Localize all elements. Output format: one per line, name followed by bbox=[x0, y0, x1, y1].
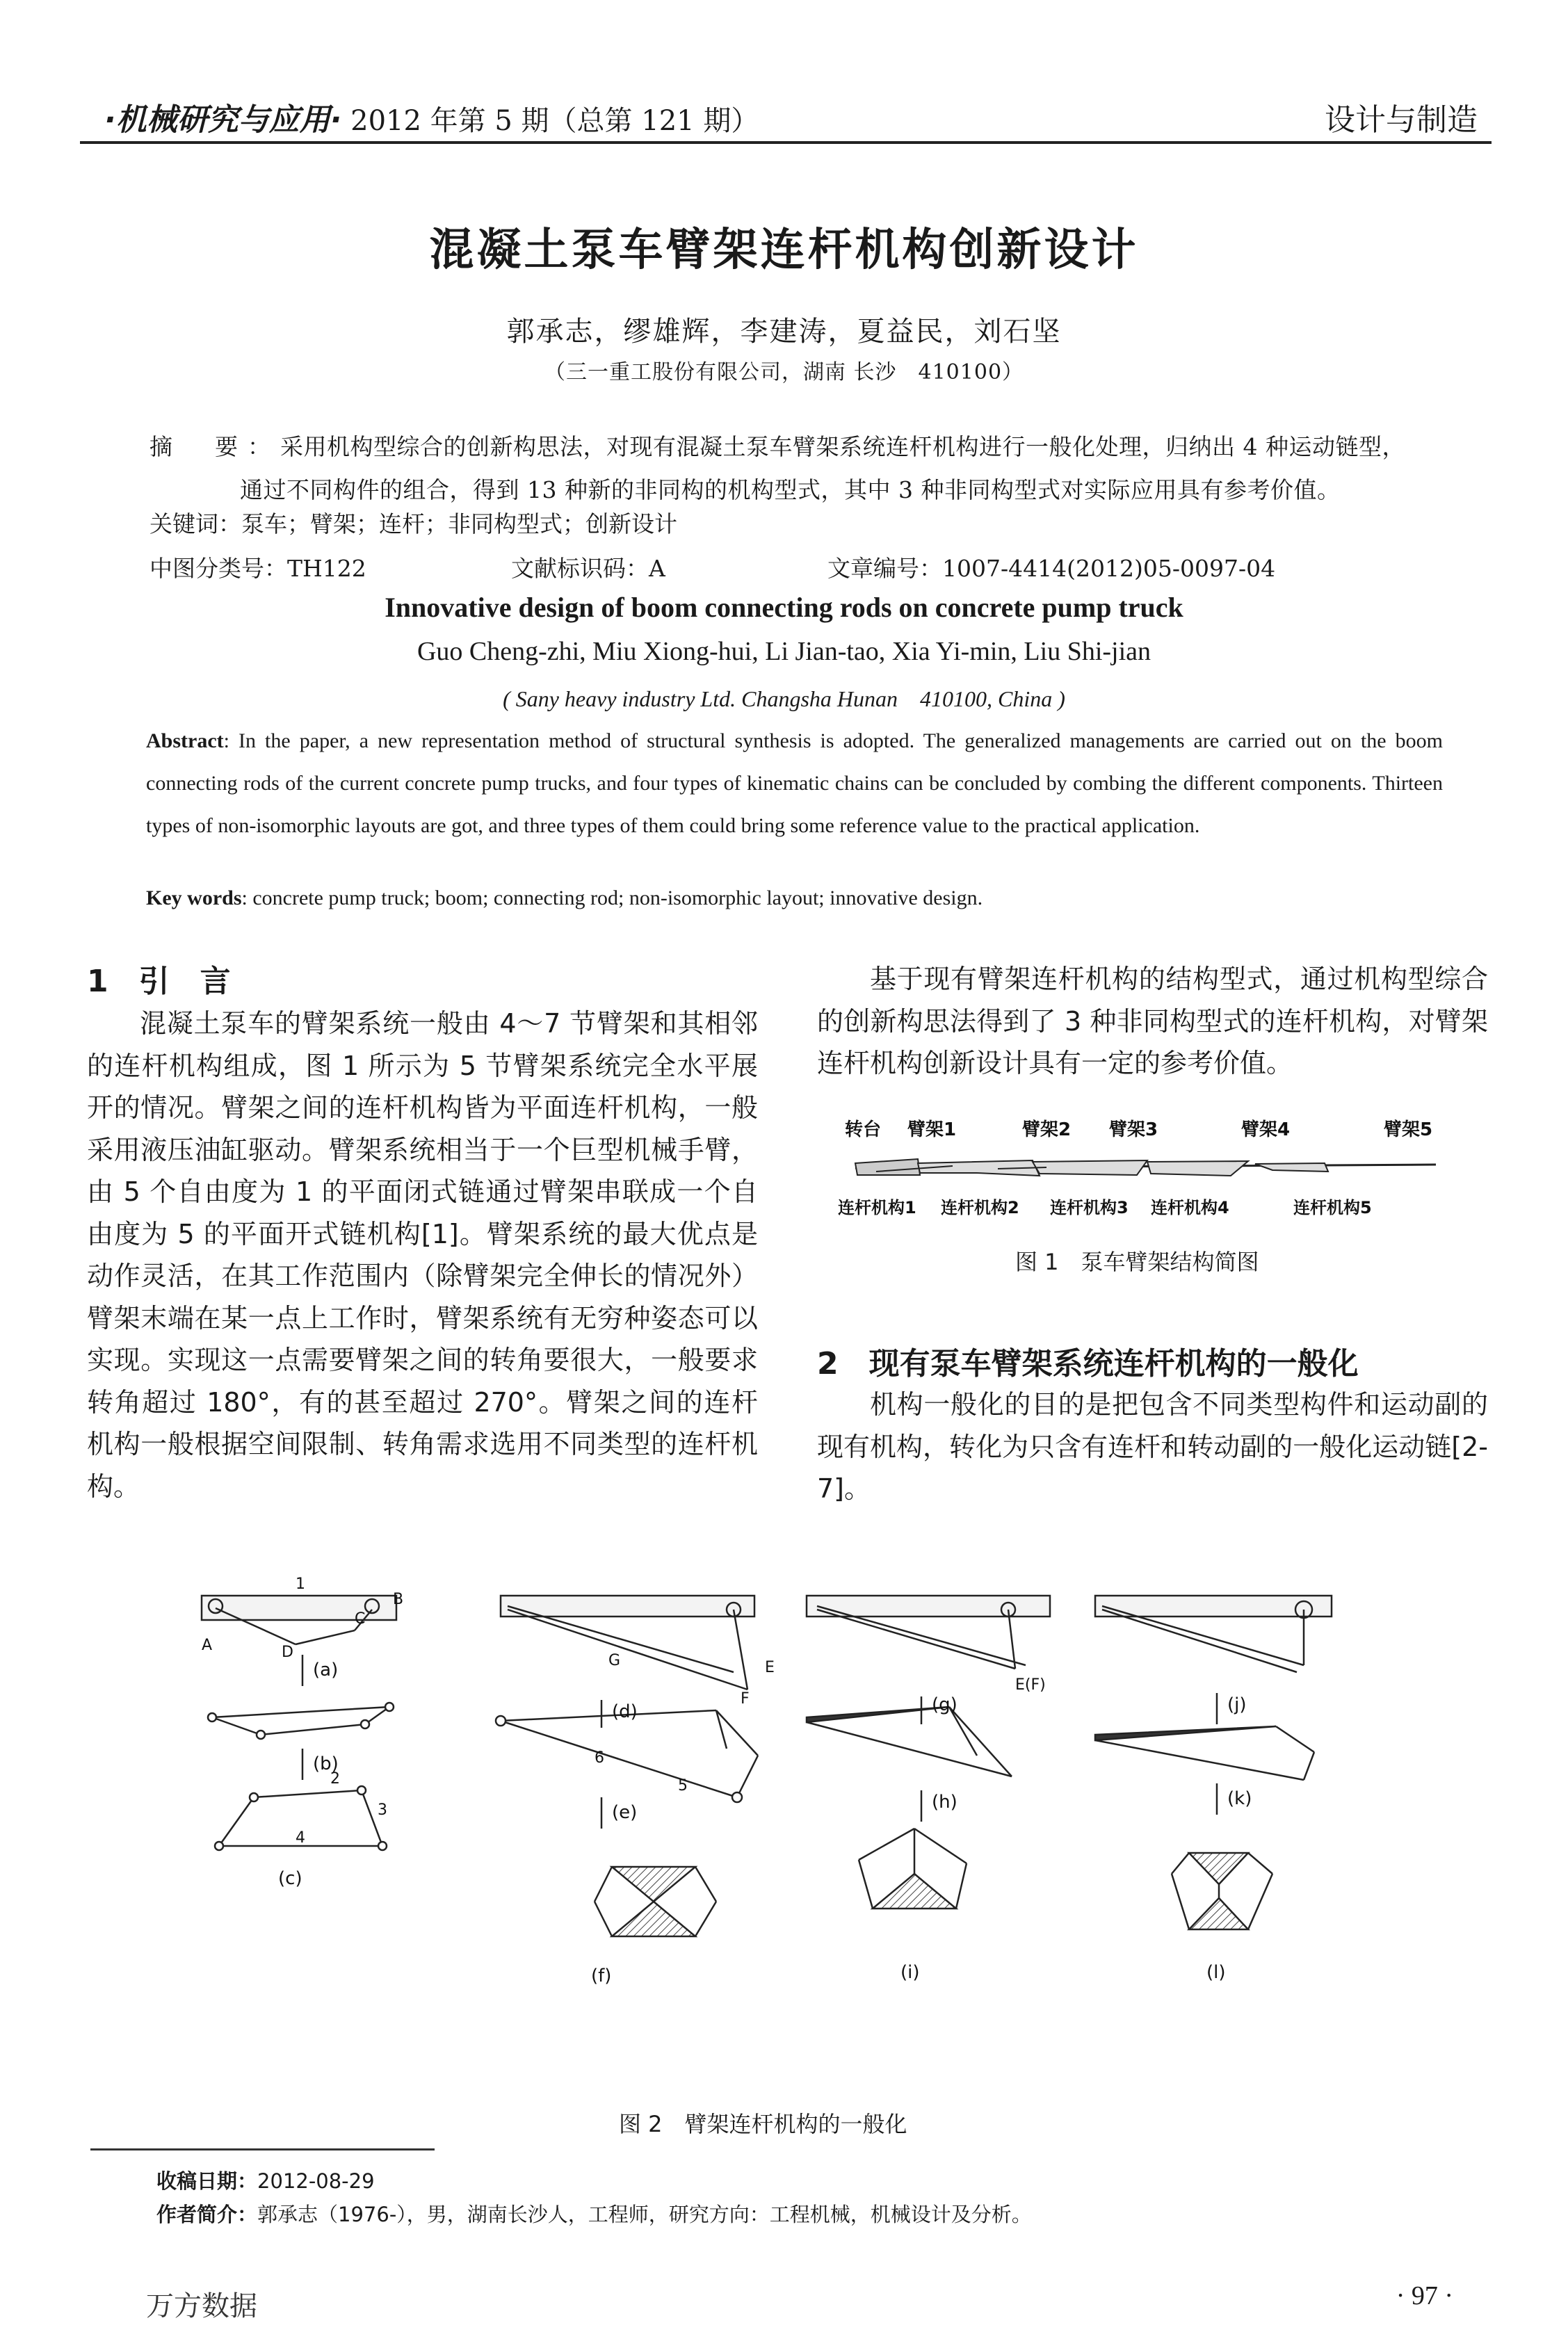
label-linkage-5: 连杆机构5 bbox=[1293, 1198, 1372, 1217]
figure-1-boom-diagram bbox=[838, 1109, 1443, 1224]
issue-info: 2012 年第 5 期（总第 121 期） bbox=[350, 105, 759, 137]
joint-label-f: F bbox=[741, 1690, 750, 1708]
label-linkage-1: 连杆机构1 bbox=[838, 1198, 916, 1217]
journal-name: ·机械研究与应用· bbox=[104, 102, 342, 138]
authors: 郭承志，缪雄辉，李建涛，夏益民，刘石坚 bbox=[506, 316, 1062, 348]
joint-label-g: G bbox=[608, 1652, 621, 1669]
panel-label-k: (k) bbox=[1227, 1788, 1252, 1809]
panel-e-drawing bbox=[496, 1710, 758, 1802]
panel-label-d: (d) bbox=[612, 1701, 638, 1722]
panel-label-i: (i) bbox=[900, 1962, 920, 1983]
boom-structure bbox=[855, 1159, 1436, 1176]
label-linkage-2: 连杆机构2 bbox=[941, 1198, 1019, 1217]
keywords-cn: 关键词：泵车；臂架；连杆；非同构型式；创新设计 bbox=[149, 510, 677, 537]
panel-label-a: (a) bbox=[313, 1660, 339, 1680]
panel-f-drawing bbox=[595, 1867, 716, 1936]
panel-h-drawing bbox=[807, 1707, 1012, 1776]
english-keywords-label: Key words bbox=[146, 886, 242, 909]
english-abstract bbox=[146, 720, 1443, 847]
link-label-2: 2 bbox=[330, 1770, 340, 1788]
received-value: 2012-08-29 bbox=[257, 2169, 375, 2193]
bio-value: 郭承志（1976-），男，湖南长沙人，工程师，研究方向：工程机械，机械设计及分析。 bbox=[257, 2203, 1032, 2226]
english-keywords-text: : concrete pump truck; boom; connecting rod; non-isomorphic layout; innovative design. bbox=[241, 886, 983, 909]
label-boom-1: 臂架1 bbox=[907, 1119, 957, 1140]
joint-label-c: C bbox=[355, 1610, 366, 1628]
panel-label-e: (e) bbox=[612, 1802, 638, 1823]
figure-1-caption: 图 1 泵车臂架结构简图 bbox=[1015, 1249, 1259, 1275]
panel-i-drawing bbox=[859, 1829, 967, 1909]
joint-label-b: B bbox=[393, 1591, 404, 1608]
footnote-rule bbox=[90, 2148, 435, 2150]
label-linkage-4: 连杆机构4 bbox=[1151, 1198, 1229, 1217]
section-1-heading: 1 引 言 bbox=[87, 964, 231, 999]
panel-label-j: (j) bbox=[1227, 1694, 1247, 1715]
joint-label-a: A bbox=[202, 1637, 213, 1654]
panel-j-drawing bbox=[1095, 1596, 1332, 1672]
label-linkage-3: 连杆机构3 bbox=[1050, 1198, 1129, 1217]
figure-1-top-labels bbox=[845, 1119, 1432, 1140]
running-header bbox=[104, 95, 759, 139]
panel-k-drawing bbox=[1095, 1726, 1314, 1780]
abstract-cn-text-1: 采用机构型综合的创新构思法，对现有混凝土泵车臂架系统连杆机构进行一般化处理，归纳出 4 种运动链型， bbox=[280, 433, 1405, 460]
label-turntable: 转台 bbox=[845, 1119, 882, 1140]
label-boom-3: 臂架3 bbox=[1109, 1119, 1158, 1140]
article-number: 文章编号：1007-4414(2012)05-0097-04 bbox=[827, 555, 1276, 582]
abstract-cn-label: 摘 要： bbox=[149, 433, 280, 460]
section-1-paragraph: 混凝土泵车的臂架系统一般由 4～7 节臂架和其相邻的连杆机构组成，图 1 所示为 5 节臂架系统完全水平展开的情况。臂架之间的连杆机构皆为平面连杆机构，一般采用液压油缸驱动。臂架系统相当于一个巨型机械手臂，由 5 个自由度为 1 的平面闭式链通过臂架串联成一个自由度为 5 的平面开式链机构[1]。臂架系统的最大优点是动作灵活，在其工作范围内（除臂架完全伸长的情况外）臂架末端在某一点上工作时，臂架系统有无穷种姿态可以实现。实现这一点需要臂架之间的转角要很大，一般要求转角超过 180°，有的甚至超过 270°。臂架之间的连杆机构一般根据空间限制、转角需求选用不同类型的连杆机构。 bbox=[87, 1008, 758, 1502]
english-title: Innovative design of boom connecting rods on concrete pump truck bbox=[385, 592, 1183, 623]
panel-label-g: (g) bbox=[932, 1694, 957, 1715]
watermark-text: 万方数据 bbox=[146, 2290, 257, 2322]
joint-label-d: D bbox=[282, 1644, 293, 1661]
figure-2-caption: 图 2 臂架连杆机构的一般化 bbox=[619, 2111, 907, 2137]
english-abstract-text: : In the paper, a new representation method of structural synthesis is adopted. The generalized managements are carried out on the boom connecting rods of the current concrete pump trucks, and four types of kinematic chains can be concluded by combing the different components. Thirteen types of non-isomorphic layouts are got, and three types of them could bring some reference value to the practical application. bbox=[146, 729, 1443, 837]
english-affiliation: ( Sany heavy industry Ltd. Changsha Hunan 410100, China ) bbox=[503, 686, 1065, 711]
panel-b-drawing bbox=[208, 1703, 394, 1739]
panel-d-drawing bbox=[501, 1596, 754, 1690]
link-label-4: 4 bbox=[296, 1829, 305, 1847]
label-boom-5: 臂架5 bbox=[1384, 1119, 1433, 1140]
page-number: · 97 · bbox=[1396, 2281, 1453, 2310]
figure-2-linkage-generalization bbox=[191, 1568, 1394, 2082]
english-keywords bbox=[146, 886, 983, 910]
section-2-paragraph: 机构一般化的目的是把包含不同类型构件和运动副的现有机构，转化为只含有连杆和转动副的一般化运动链[2-7]。 bbox=[817, 1389, 1488, 1504]
link-label-6: 6 bbox=[595, 1749, 604, 1767]
joint-label-ef: E(F) bbox=[1015, 1676, 1046, 1694]
link-label-1: 1 bbox=[296, 1575, 305, 1593]
panel-a-drawing bbox=[202, 1596, 396, 1644]
panel-g-drawing bbox=[807, 1596, 1050, 1669]
panel-label-l: (l) bbox=[1206, 1962, 1226, 1983]
received-label: 收稿日期： bbox=[156, 2169, 258, 2193]
bio-label: 作者简介： bbox=[156, 2203, 258, 2226]
joint-label-e: E bbox=[765, 1659, 775, 1676]
panel-label-f: (f) bbox=[591, 1966, 612, 1986]
abstract-cn bbox=[149, 426, 1457, 512]
label-boom-4: 臂架4 bbox=[1241, 1119, 1291, 1140]
english-abstract-label: Abstract bbox=[146, 729, 224, 752]
header-rule bbox=[80, 141, 1492, 144]
abstract-cn-text-2: 通过不同构件的组合，得到 13 种新的非同构的机构型式，其中 3 种非同构型式对实际应用具有参考价值。 bbox=[240, 476, 1341, 503]
intro-right-paragraph: 基于现有臂架连杆机构的结构型式，通过机构型综合的创新构思法得到了 3 种非同构型式的连杆机构，对臂架连杆机构创新设计具有一定的参考价值。 bbox=[817, 964, 1488, 1078]
author-bio bbox=[156, 2199, 1032, 2228]
label-boom-2: 臂架2 bbox=[1022, 1119, 1072, 1140]
clc-number: 中图分类号：TH122 bbox=[149, 555, 366, 582]
panel-l-drawing bbox=[1172, 1853, 1272, 1929]
panel-label-h: (h) bbox=[932, 1792, 957, 1813]
english-authors: Guo Cheng-zhi, Miu Xiong-hui, Li Jian-tao, Xia Yi-min, Liu Shi-jian bbox=[417, 637, 1151, 666]
section-name: 设计与制造 bbox=[1325, 102, 1478, 138]
figure-1-bottom-labels bbox=[838, 1198, 1372, 1217]
section-2-heading: 2 现有泵车臂架系统连杆机构的一般化 bbox=[817, 1346, 1359, 1382]
panel-label-b: (b) bbox=[313, 1753, 339, 1774]
link-label-3: 3 bbox=[378, 1801, 387, 1819]
received-date bbox=[156, 2166, 375, 2194]
affiliation: （三一重工股份有限公司，湖南 长沙 410100） bbox=[544, 360, 1024, 384]
document-code: 文献标识码：A bbox=[511, 555, 665, 582]
panel-label-c: (c) bbox=[278, 1868, 302, 1889]
paper-title: 混凝土泵车臂架连杆机构创新设计 bbox=[429, 225, 1139, 276]
link-label-5: 5 bbox=[678, 1777, 688, 1795]
